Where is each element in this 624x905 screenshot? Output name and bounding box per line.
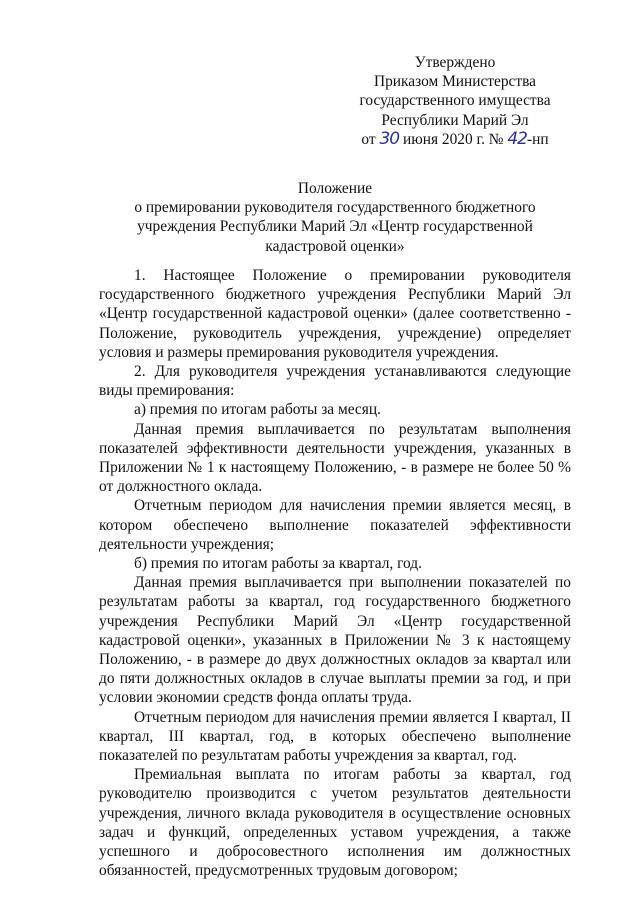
paragraph: а) премия по итогам работы за месяц. bbox=[134, 401, 381, 419]
doc-number-suffix: -нп bbox=[526, 130, 549, 148]
document-title bbox=[100, 179, 570, 256]
title-line: о премировании руководителя государственного бюджетного bbox=[134, 199, 536, 217]
approval-line: Республики Марий Эл bbox=[381, 111, 529, 129]
title-line: Положение bbox=[297, 180, 373, 197]
approval-date-line bbox=[340, 130, 570, 149]
paragraph: Отчетным периодом для начисления премии является I квартал, II квартал, III квартал, год, в которых обеспечено выполнение показателей по результатам работы учреждения за квартал, год. bbox=[99, 708, 571, 765]
paragraph: Отчетным периодом для начисления премии является месяц, в котором обеспечено выполнение показателей эффективности деятельности учреждения; bbox=[99, 497, 571, 553]
paragraph: Данная премия выплачивается при выполнении показателей по результатам работы за квартал, год государственного бюджетного учреждения Республики Марий Эл «Центр государственной кадастровой оценки», указанных в Приложении № 3 к настоящему Положению, - в размере до двух должностных окладов за квартал или до пяти должностных окладов в случае выплаты премии за год, и при условии экономии средств фонда оплаты труда. bbox=[99, 574, 571, 707]
date-middle: июня 2020 г. № bbox=[402, 130, 504, 148]
paragraph: Данная премия выплачивается по результатам выполнения показателей эффективности деятельности учреждения, указанных в Приложении № 1 к настоящему Положению, - в размере не более 50 % от должностного оклада. bbox=[99, 420, 571, 496]
approval-stamp bbox=[340, 53, 570, 149]
approval-line: государственного имущества bbox=[359, 92, 551, 110]
paragraph: б) премия по итогам работы за квартал, год. bbox=[134, 555, 422, 573]
document-body bbox=[99, 266, 571, 881]
paragraph: 2. Для руководителя учреждения устанавливаются следующие виды премирования: bbox=[99, 363, 571, 400]
title-line: учреждения Республики Марий Эл «Центр государственной bbox=[137, 218, 533, 236]
paragraph: 1. Настоящее Положение о премировании руководителя государственного бюджетного учреждения Республики Марий Эл «Центр государственной кадастровой оценки» (далее соответственно - Положение, руководитель учреждения, учреждение) определяет условия и размеры премирования руководителя учреждения. bbox=[99, 267, 571, 361]
handwritten-day: 30 bbox=[379, 128, 400, 149]
paragraph: Премиальная выплата по итогам работы за квартал, год руководителю производится с учетом результатов деятельности учреждения, личного вклада руководителя в осуществление основных задач и функций, определенных уставом учреждения, а также успешного и добросовестного исполнения им должностных обязанностей, предусмотренных трудовым договором; bbox=[99, 766, 571, 880]
approval-line: Утверждено bbox=[414, 54, 496, 71]
approval-line: Приказом Министерства bbox=[373, 73, 537, 91]
date-prefix: от bbox=[361, 130, 376, 148]
handwritten-number: 42 bbox=[507, 128, 527, 149]
title-line: кадастровой оценки» bbox=[265, 237, 405, 255]
